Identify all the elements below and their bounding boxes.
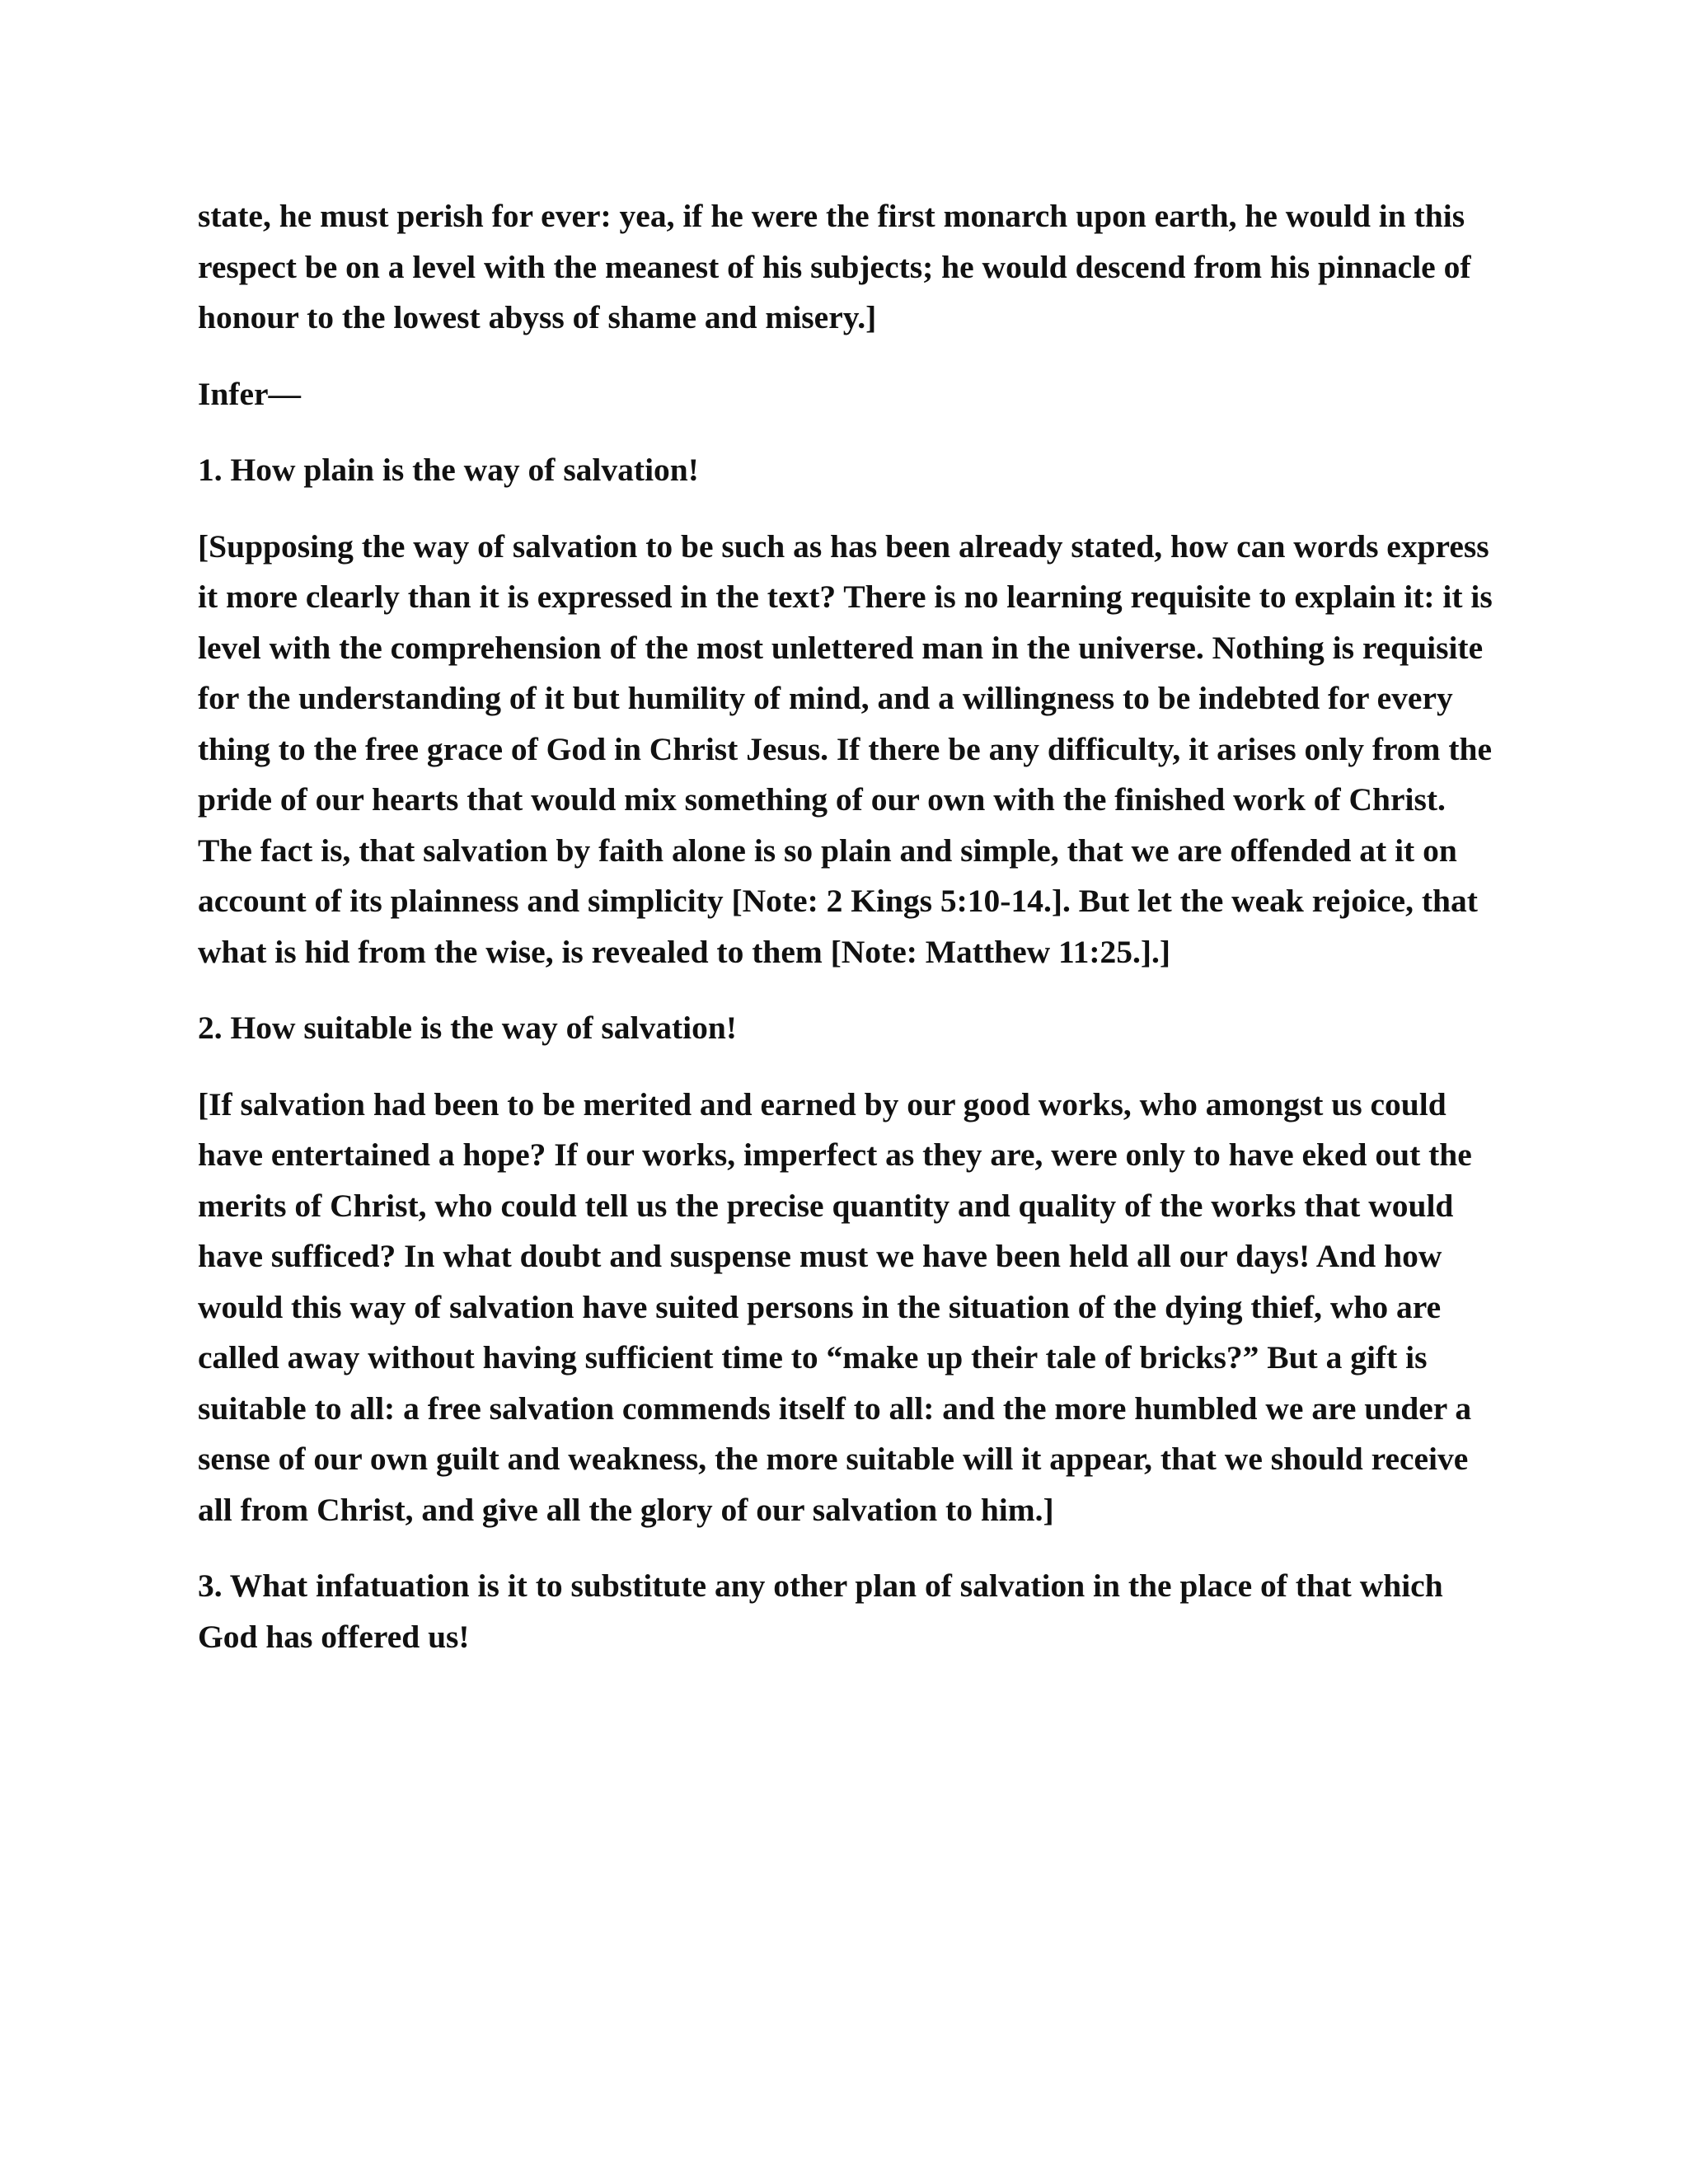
paragraph-infer: Infer— [198,375,302,412]
document-page [198,191,1497,1662]
paragraph-suitable-way: [If salvation had been to be merited and earned by our good works, who amongst us could have entertained a hope? If our works, imperfect as they are, were only to have eked out the merits of Christ, who could tell us the precise quantity and quality of the works that would have sufficed? In what doubt and suspense must we have been held all our days! And how would this way of salvation have suited persons in the situation of the dying thief, who are called away without having sufficient time to “make up their tale of bricks?” But a gift is suitable to all: a free salvation commends itself to all: and the more humbled we are under a sense of our own guilt and weakness, the more suitable will it appear, that we should receive all from Christ, and give all the glory of our salvation to him.] [198,1085,1472,1528]
heading-plain-way: 1. How plain is the way of salvation! [198,452,699,488]
heading-suitable-way: 2. How suitable is the way of salvation! [198,1010,737,1046]
paragraph-plain-way: [Supposing the way of salvation to be such as has been already stated, how can words express it more clearly than it is expressed in the text? There is no learning requisite to explain it: it is level with the comprehension of the most unlettered man in the universe. Nothing is requisite for the understanding of it but humility of mind, and a willingness to be indebted for every thing to the free grace of God in Christ Jesus. If there be any difficulty, it arises only from the pride of our hearts that would mix something of our own with the finished work of Christ. The fact is, that salvation by faith alone is so plain and simple, that we are offended at it on account of its plainness and simplicity [Note: 2 Kings 5:10-14.]. But let the weak rejoice, that what is hid from the wise, is revealed to them [Note: Matthew 11:25.].] [198,527,1493,970]
paragraph-state-perish: state, he must perish for ever: yea, if he were the first monarch upon earth, he would in this respect be on a level with the meanest of his subjects; he would descend from his pinnacle of honour to the lowest abyss of shame and misery.] [198,198,1471,335]
heading-infatuation: 3. What infatuation is it to substitute any other plan of salvation in the place of that which God has offered us! [198,1568,1443,1655]
